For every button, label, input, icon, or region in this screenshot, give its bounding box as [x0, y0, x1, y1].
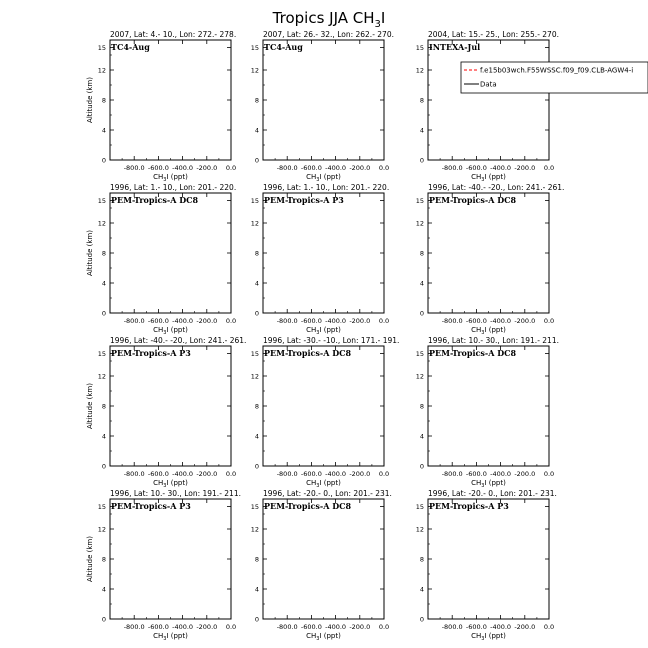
x-tick-label: -200.0: [196, 317, 218, 325]
x-tick-label: 0.0: [543, 623, 555, 631]
panel-9: [416, 336, 559, 489]
x-axis-label: $CH_3I$ (ppt): [306, 632, 341, 642]
campaign-label: PEM-Tropics-A DC8: [264, 348, 352, 358]
x-tick-label: -600.0: [300, 470, 322, 478]
plot-frame: [428, 193, 549, 313]
x-tick-label: 0.0: [225, 623, 237, 631]
y-tick-label: 12: [415, 66, 424, 75]
y-tick-label: 4: [419, 279, 424, 288]
plot-frame: [263, 40, 384, 160]
campaign-label: TC4-Aug: [111, 42, 150, 52]
y-tick-label: 8: [254, 402, 259, 411]
campaign-label: INTEXA-Jul: [429, 42, 481, 52]
x-tick-label: 0.0: [378, 164, 390, 172]
x-axis-label: $CH_3I$ (ppt): [153, 479, 188, 489]
y-tick-label: 0: [254, 156, 259, 165]
y-tick-label: 0: [101, 462, 106, 471]
x-tick-label: 0.0: [543, 164, 555, 172]
x-tick-label: -200.0: [196, 470, 218, 478]
x-tick-label: -200.0: [349, 317, 371, 325]
x-tick-label: -800.0: [441, 317, 463, 325]
x-tick-label: -800.0: [123, 623, 145, 631]
x-tick-label: 0.0: [225, 164, 237, 172]
panel-header: 2007, Lat: 4.- 10., Lon: 272.- 278.: [110, 30, 237, 39]
x-tick-label: -600.0: [147, 164, 169, 172]
y-tick-label: 0: [419, 156, 424, 165]
y-tick-label: 15: [415, 350, 424, 358]
y-tick-label: 12: [97, 372, 106, 381]
x-tick-label: -800.0: [276, 470, 298, 478]
x-axis-label: $CH_3I$ (ppt): [471, 173, 506, 183]
panel-header: 2004, Lat: 15.- 25., Lon: 255.- 270.: [428, 30, 559, 39]
figure-title-main: Tropics JJA CH: [272, 9, 375, 27]
panel-12: [416, 489, 557, 642]
y-tick-label: 4: [419, 126, 424, 135]
x-tick-label: -800.0: [441, 470, 463, 478]
y-tick-label: 4: [254, 279, 259, 288]
x-axis-label: $CH_3I$ (ppt): [153, 326, 188, 336]
plot-frame: [428, 346, 549, 466]
panel-header: 1996, Lat: -30.- -10., Lon: 171.- 191.: [263, 336, 400, 345]
y-tick-label: 12: [250, 66, 259, 75]
y-tick-label: 8: [419, 402, 424, 411]
y-tick-label: 15: [97, 350, 106, 358]
panel-8: [251, 336, 400, 489]
x-tick-label: -400.0: [325, 164, 347, 172]
y-tick-label: 8: [101, 402, 106, 411]
y-tick-label: 12: [250, 219, 259, 228]
panel-header: 1996, Lat: -40.- -20., Lon: 241.- 261.: [428, 183, 565, 192]
x-tick-label: -600.0: [147, 470, 169, 478]
plot-frame: [428, 499, 549, 619]
y-tick-label: 8: [419, 249, 424, 258]
y-tick-label: 12: [415, 372, 424, 381]
y-tick-label: 0: [419, 309, 424, 318]
x-tick-label: -800.0: [123, 164, 145, 172]
x-tick-label: -600.0: [147, 317, 169, 325]
plot-frame: [110, 499, 231, 619]
figure-title-subscript: 3: [374, 19, 381, 30]
campaign-label: PEM-Tropics-A DC8: [111, 195, 199, 205]
y-tick-label: 12: [97, 525, 106, 534]
plot-frame: [110, 346, 231, 466]
plot-frame: [110, 40, 231, 160]
panel-header: 1996, Lat: 1.- 10., Lon: 201.- 220.: [263, 183, 390, 192]
campaign-label: PEM-Tropics-A DC8: [264, 501, 352, 511]
panel-5: [251, 183, 390, 336]
x-axis-label: $CH_3I$ (ppt): [471, 632, 506, 642]
y-tick-label: 4: [419, 432, 424, 441]
y-tick-label: 15: [415, 197, 424, 205]
y-tick-label: 15: [97, 197, 106, 205]
y-tick-label: 8: [419, 555, 424, 564]
y-tick-label: 0: [101, 615, 106, 624]
x-tick-label: -600.0: [147, 623, 169, 631]
x-tick-label: -400.0: [490, 317, 512, 325]
x-tick-label: -800.0: [276, 317, 298, 325]
plot-frame: [428, 40, 549, 160]
x-axis-label: $CH_3I$ (ppt): [306, 479, 341, 489]
x-tick-label: 0.0: [225, 317, 237, 325]
y-tick-label: 0: [419, 462, 424, 471]
y-tick-label: 15: [250, 44, 259, 52]
campaign-label: PEM-Tropics-A P3: [111, 501, 191, 511]
x-tick-label: 0.0: [378, 317, 390, 325]
x-tick-label: -800.0: [441, 623, 463, 631]
x-tick-label: -400.0: [172, 164, 194, 172]
campaign-label: TC4-Aug: [264, 42, 303, 52]
x-tick-label: -200.0: [349, 164, 371, 172]
campaign-label: PEM-Tropics-A DC8: [429, 195, 517, 205]
x-tick-label: -200.0: [196, 623, 218, 631]
x-tick-label: -200.0: [196, 164, 218, 172]
y-tick-label: 12: [415, 219, 424, 228]
x-tick-label: -800.0: [276, 623, 298, 631]
figure-title: [272, 9, 386, 30]
legend: [461, 62, 648, 93]
legend-entry-label: Data: [480, 80, 497, 89]
x-tick-label: -600.0: [300, 623, 322, 631]
y-tick-label: 12: [97, 66, 106, 75]
panels: [86, 30, 564, 642]
y-tick-label: 12: [250, 372, 259, 381]
x-tick-label: -200.0: [514, 623, 536, 631]
x-tick-label: -600.0: [465, 623, 487, 631]
campaign-label: PEM-Tropics-A P3: [429, 501, 509, 511]
y-tick-label: 4: [101, 585, 106, 594]
x-tick-label: -400.0: [172, 317, 194, 325]
x-tick-label: -600.0: [465, 317, 487, 325]
campaign-label: PEM-Tropics-A P3: [111, 348, 191, 358]
x-tick-label: -400.0: [490, 623, 512, 631]
x-tick-label: -400.0: [325, 470, 347, 478]
x-tick-label: -600.0: [300, 164, 322, 172]
y-axis-label: Altitude (km): [86, 536, 94, 582]
panel-header: 1996, Lat: -20.- 0., Lon: 201.- 231.: [428, 489, 557, 498]
x-tick-label: -200.0: [349, 470, 371, 478]
plot-frame: [263, 346, 384, 466]
x-axis-label: $CH_3I$ (ppt): [471, 479, 506, 489]
x-tick-label: 0.0: [225, 470, 237, 478]
panel-1: [86, 30, 236, 183]
x-tick-label: -400.0: [490, 164, 512, 172]
y-tick-label: 4: [101, 279, 106, 288]
y-tick-label: 4: [419, 585, 424, 594]
x-tick-label: -200.0: [514, 164, 536, 172]
y-tick-label: 15: [97, 44, 106, 52]
panel-header: 2007, Lat: 26.- 32., Lon: 262.- 270.: [263, 30, 394, 39]
x-tick-label: 0.0: [543, 317, 555, 325]
y-tick-label: 8: [254, 555, 259, 564]
x-tick-label: 0.0: [378, 623, 390, 631]
y-tick-label: 0: [254, 615, 259, 624]
y-tick-label: 0: [254, 462, 259, 471]
x-tick-label: -600.0: [300, 317, 322, 325]
y-tick-label: 4: [254, 585, 259, 594]
y-tick-label: 12: [415, 525, 424, 534]
panel-10: [86, 489, 241, 642]
x-tick-label: -400.0: [172, 623, 194, 631]
x-axis-label: $CH_3I$ (ppt): [471, 326, 506, 336]
y-tick-label: 15: [250, 350, 259, 358]
y-tick-label: 8: [419, 96, 424, 105]
y-tick-label: 4: [254, 432, 259, 441]
x-tick-label: -600.0: [465, 164, 487, 172]
x-tick-label: -800.0: [441, 164, 463, 172]
y-axis-label: Altitude (km): [86, 77, 94, 123]
y-tick-label: 0: [254, 309, 259, 318]
campaign-label: PEM-Tropics-A P3: [264, 195, 344, 205]
panel-header: 1996, Lat: -20.- 0., Lon: 201.- 231.: [263, 489, 392, 498]
y-axis-label: Altitude (km): [86, 383, 94, 429]
plot-frame: [263, 499, 384, 619]
panel-3: [416, 30, 559, 183]
y-tick-label: 8: [101, 555, 106, 564]
panel-4: [86, 183, 236, 336]
y-tick-label: 15: [250, 503, 259, 511]
panel-header: 1996, Lat: 10.- 30., Lon: 191.- 211.: [428, 336, 559, 345]
panel-7: [86, 336, 246, 489]
x-tick-label: 0.0: [543, 470, 555, 478]
y-tick-label: 8: [101, 249, 106, 258]
y-tick-label: 12: [250, 525, 259, 534]
y-tick-label: 0: [419, 615, 424, 624]
y-tick-label: 15: [250, 197, 259, 205]
panel-2: [251, 30, 394, 183]
plot-frame: [263, 193, 384, 313]
panel-6: [416, 183, 565, 336]
x-tick-label: -800.0: [123, 317, 145, 325]
y-tick-label: 8: [101, 96, 106, 105]
x-tick-label: -200.0: [349, 623, 371, 631]
x-tick-label: -400.0: [325, 623, 347, 631]
y-tick-label: 12: [97, 219, 106, 228]
figure-title-tail: I: [380, 9, 386, 27]
x-axis-label: $CH_3I$ (ppt): [153, 632, 188, 642]
y-tick-label: 15: [415, 44, 424, 52]
panel-header: 1996, Lat: 1.- 10., Lon: 201.- 220.: [110, 183, 237, 192]
y-tick-label: 8: [254, 96, 259, 105]
y-axis-label: Altitude (km): [86, 230, 94, 276]
panel-11: [251, 489, 392, 642]
x-tick-label: -200.0: [514, 470, 536, 478]
x-axis-label: $CH_3I$ (ppt): [306, 173, 341, 183]
x-tick-label: -600.0: [465, 470, 487, 478]
x-tick-label: -200.0: [514, 317, 536, 325]
x-tick-label: -800.0: [276, 164, 298, 172]
y-tick-label: 4: [254, 126, 259, 135]
y-tick-label: 4: [101, 432, 106, 441]
x-axis-label: $CH_3I$ (ppt): [306, 326, 341, 336]
y-tick-label: 15: [415, 503, 424, 511]
x-tick-label: -800.0: [123, 470, 145, 478]
y-tick-label: 15: [97, 503, 106, 511]
legend-entry-label: f.e15b03wch.F55WSSC.f09_f09.CLB-AGW4-i: [480, 66, 634, 75]
campaign-label: PEM-Tropics-A DC8: [429, 348, 517, 358]
x-tick-label: -400.0: [172, 470, 194, 478]
y-tick-label: 4: [101, 126, 106, 135]
y-tick-label: 0: [101, 309, 106, 318]
y-tick-label: 8: [254, 249, 259, 258]
y-tick-label: 0: [101, 156, 106, 165]
panel-header: 1996, Lat: -40.- -20., Lon: 241.- 261.: [110, 336, 247, 345]
x-tick-label: 0.0: [378, 470, 390, 478]
x-tick-label: -400.0: [325, 317, 347, 325]
panel-header: 1996, Lat: 10.- 30., Lon: 191.- 211.: [110, 489, 241, 498]
x-tick-label: -400.0: [490, 470, 512, 478]
x-axis-label: $CH_3I$ (ppt): [153, 173, 188, 183]
plot-frame: [110, 193, 231, 313]
